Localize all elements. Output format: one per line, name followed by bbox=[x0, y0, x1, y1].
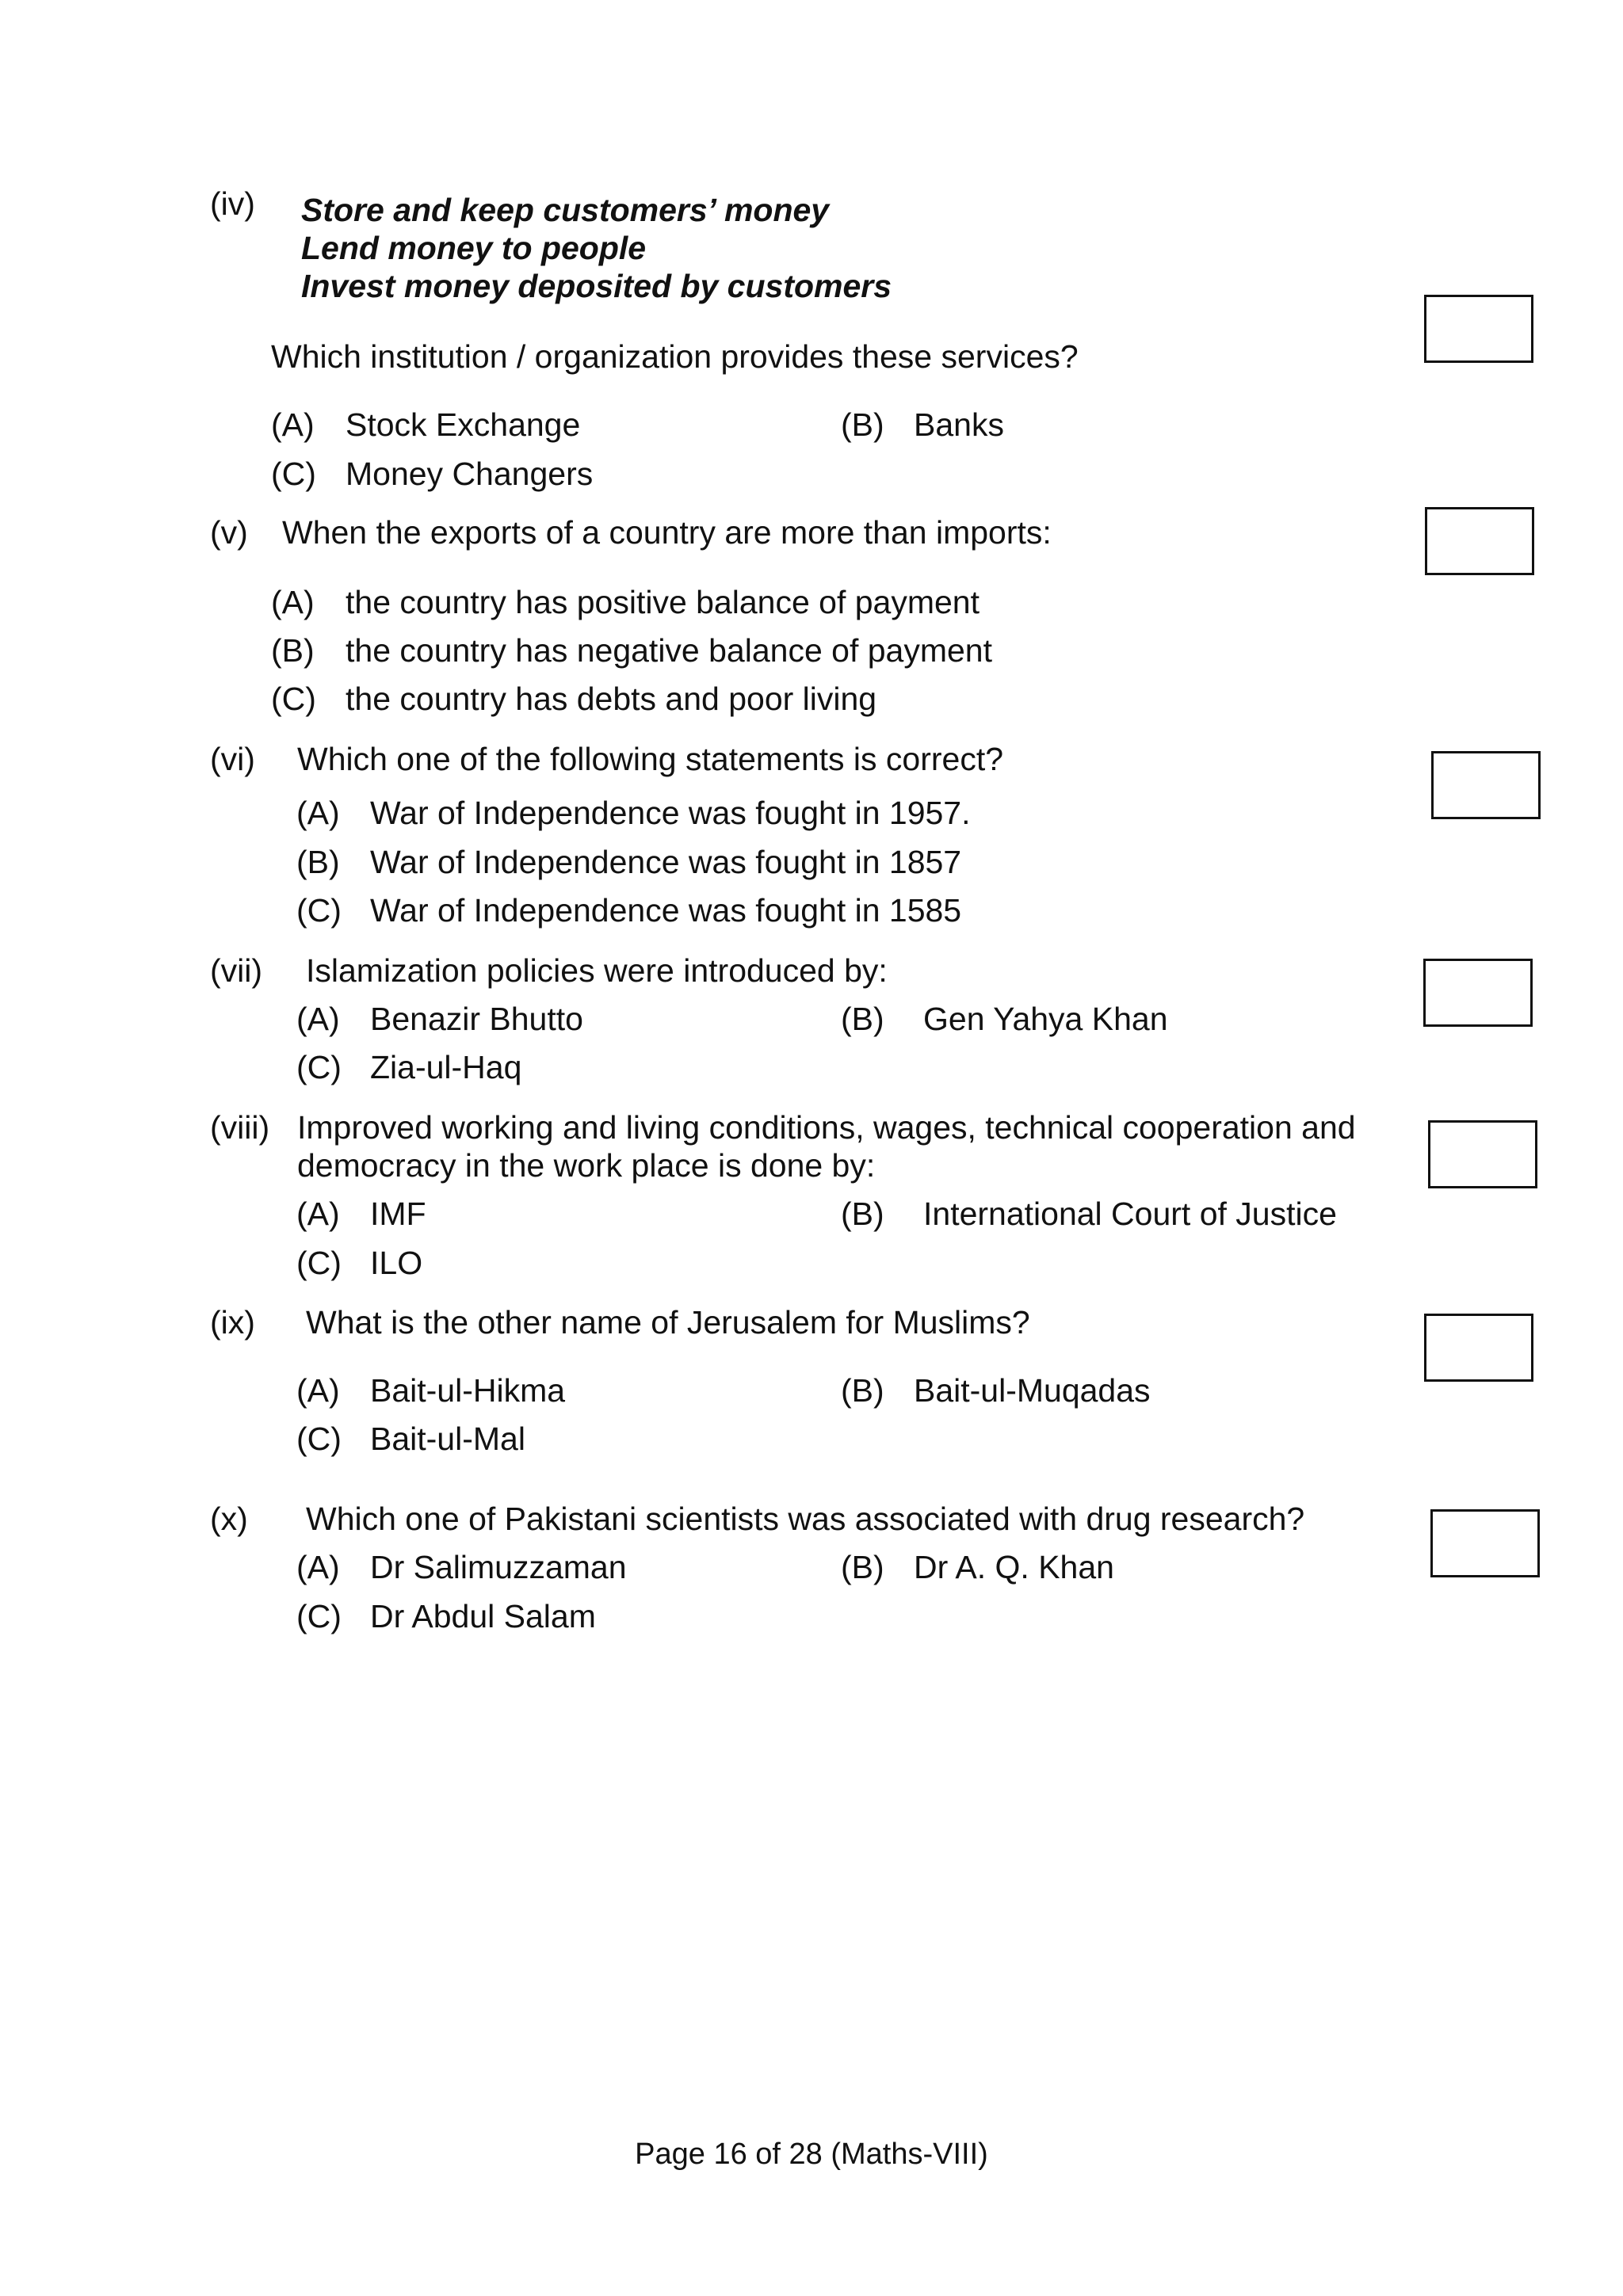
option-letter: (C) bbox=[296, 1598, 342, 1634]
option-letter: (B) bbox=[841, 1372, 884, 1409]
option-text: IMF bbox=[370, 1196, 426, 1232]
option-letter: (B) bbox=[271, 632, 315, 669]
option-letter: (B) bbox=[841, 406, 884, 443]
question-number: (iv) bbox=[210, 185, 255, 222]
option-letter: (C) bbox=[296, 892, 342, 929]
question-stem: Islamization policies were introduced by: bbox=[306, 952, 888, 989]
answer-box[interactable] bbox=[1424, 295, 1533, 363]
question-stem: Which institution / organization provides these services? bbox=[271, 338, 1079, 375]
option-text: Zia-ul-Haq bbox=[370, 1049, 522, 1085]
option-text: Bait-ul-Muqadas bbox=[914, 1372, 1151, 1409]
option-text: Dr Salimuzzaman bbox=[370, 1549, 627, 1585]
option-text: the country has positive balance of payment bbox=[346, 584, 980, 620]
option-text: Benazir Bhutto bbox=[370, 1001, 583, 1037]
option-letter: (B) bbox=[841, 1549, 884, 1585]
answer-box[interactable] bbox=[1424, 1314, 1533, 1382]
option-letter: (B) bbox=[841, 1001, 884, 1037]
question-number: (vii) bbox=[210, 952, 263, 989]
question-stem: What is the other name of Jerusalem for Muslims? bbox=[306, 1304, 1030, 1341]
option-letter: (C) bbox=[296, 1049, 342, 1085]
question-number: (viii) bbox=[210, 1109, 270, 1146]
statement-line: Store and keep customers’ money bbox=[301, 192, 830, 228]
option-text: Banks bbox=[914, 406, 1004, 443]
option-text: ILO bbox=[370, 1245, 423, 1281]
answer-box[interactable] bbox=[1428, 1120, 1537, 1188]
option-text: Stock Exchange bbox=[346, 406, 581, 443]
option-letter: (C) bbox=[271, 681, 316, 717]
option-text: War of Independence was fought in 1857 bbox=[370, 844, 962, 880]
question-number: (ix) bbox=[210, 1304, 255, 1341]
option-text: International Court of Justice bbox=[923, 1196, 1337, 1232]
option-letter: (C) bbox=[296, 1421, 342, 1457]
option-text: War of Independence was fought in 1585 bbox=[370, 892, 962, 929]
question-stem-line: democracy in the work place is done by: bbox=[297, 1147, 876, 1184]
option-text: Money Changers bbox=[346, 456, 594, 492]
option-text: Bait-ul-Mal bbox=[370, 1421, 525, 1457]
option-letter: (A) bbox=[296, 1549, 340, 1585]
question-stem: Which one of the following statements is correct? bbox=[297, 741, 1004, 777]
option-letter: (A) bbox=[296, 1001, 340, 1037]
question-stem: Which one of Pakistani scientists was associated with drug research? bbox=[306, 1501, 1305, 1537]
statement-line: Invest money deposited by customers bbox=[301, 268, 892, 304]
option-letter: (A) bbox=[271, 584, 315, 620]
answer-box[interactable] bbox=[1425, 507, 1534, 575]
option-letter: (B) bbox=[841, 1196, 884, 1232]
option-letter: (A) bbox=[296, 1372, 340, 1409]
option-letter: (C) bbox=[296, 1245, 342, 1281]
option-text: the country has debts and poor living bbox=[346, 681, 877, 717]
option-text: Bait-ul-Hikma bbox=[370, 1372, 566, 1409]
option-text: the country has negative balance of payment bbox=[346, 632, 992, 669]
option-letter: (A) bbox=[296, 795, 340, 831]
option-letter: (C) bbox=[271, 456, 316, 492]
answer-box[interactable] bbox=[1423, 959, 1533, 1027]
answer-box[interactable] bbox=[1431, 751, 1541, 819]
option-letter: (A) bbox=[271, 406, 315, 443]
option-text: Gen Yahya Khan bbox=[923, 1001, 1168, 1037]
option-letter: (B) bbox=[296, 844, 340, 880]
question-number: (vi) bbox=[210, 741, 255, 777]
option-text: Dr Abdul Salam bbox=[370, 1598, 596, 1634]
option-text: War of Independence was fought in 1957. bbox=[370, 795, 971, 831]
option-text: Dr A. Q. Khan bbox=[914, 1549, 1114, 1585]
page-footer: Page 16 of 28 (Maths-VIII) bbox=[635, 2138, 988, 2171]
statement-line: Lend money to people bbox=[301, 230, 647, 266]
question-number: (v) bbox=[210, 514, 248, 551]
answer-box[interactable] bbox=[1430, 1509, 1540, 1577]
question-number: (x) bbox=[210, 1501, 248, 1537]
question-stem-line: Improved working and living conditions, wages, technical cooperation and bbox=[297, 1109, 1356, 1146]
option-letter: (A) bbox=[296, 1196, 340, 1232]
question-stem: When the exports of a country are more than imports: bbox=[282, 514, 1052, 551]
